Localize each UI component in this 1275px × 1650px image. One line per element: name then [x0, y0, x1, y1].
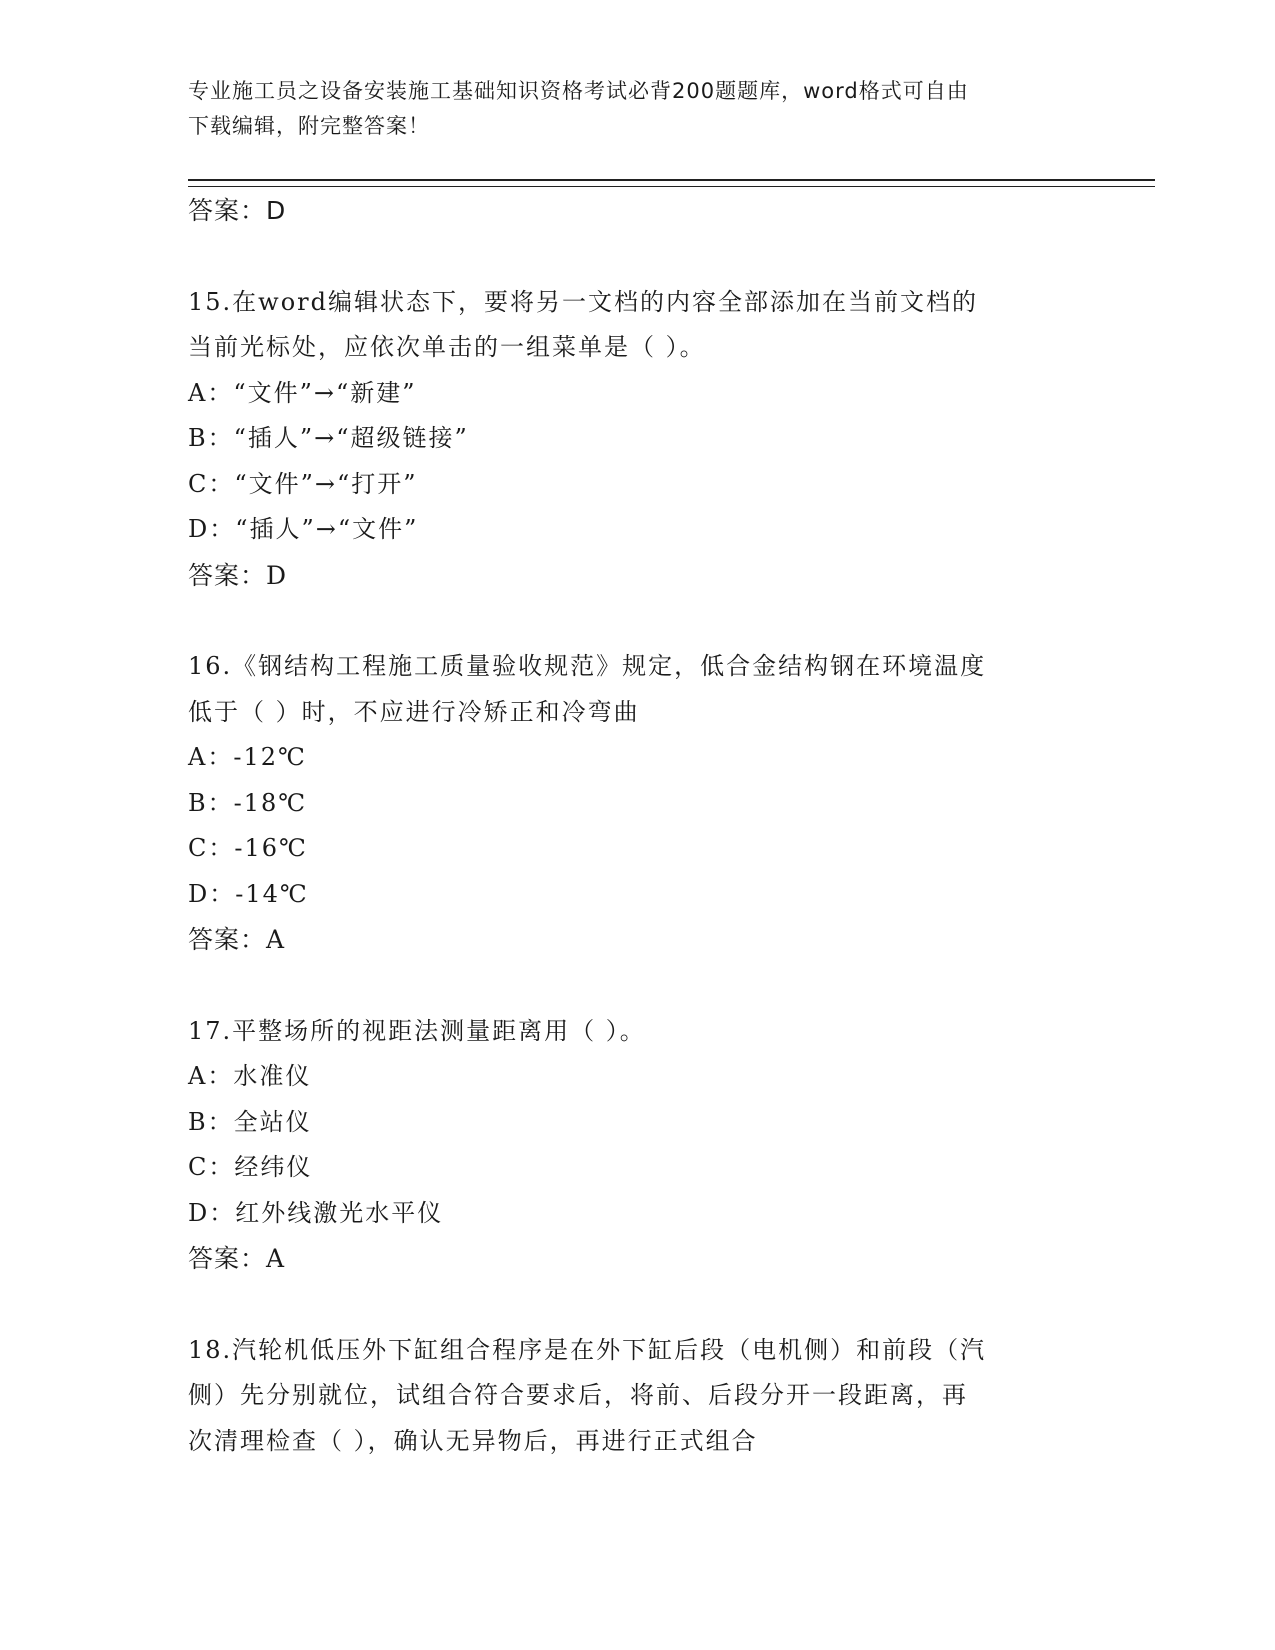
spacer [188, 234, 1088, 280]
header-divider [188, 179, 1155, 187]
option-c: C：经纬仪 [188, 1153, 313, 1181]
answer: 答案：A [188, 925, 286, 954]
question-18 [188, 1328, 1088, 1465]
page-header [188, 74, 1068, 144]
spacer [188, 963, 1088, 1009]
option-a: A：“文件”→“新建” [188, 378, 417, 407]
previous-answer: 答案：D [188, 196, 287, 225]
answer: 答案：D [188, 560, 288, 590]
option-a: A：-12℃ [188, 743, 307, 771]
header-line-1: 专业施工员之设备安装施工基础知识资格考试必背200题题库，word格式可自由 [188, 79, 969, 103]
question-17 [188, 1009, 1088, 1282]
question-text: 低于（ ）时，不应进行冷矫正和冷弯曲 [188, 697, 640, 726]
question-text: 15.在word编辑状态下，要将另一文档的内容全部添加在当前文档的 [188, 287, 978, 316]
header-line-2: 下载编辑，附完整答案！ [188, 114, 430, 138]
question-text: 17.平整场所的视距法测量距离用（ ）。 [188, 1016, 646, 1045]
question-text: 16.《钢结构工程施工质量验收规范》规定，低合金结构钢在环境温度 [188, 652, 987, 680]
spacer [188, 1282, 1088, 1328]
option-a: A：水准仪 [188, 1062, 312, 1090]
option-c: C：“文件”→“打开” [188, 469, 418, 498]
option-d: D：红外线激光水平仪 [188, 1198, 444, 1227]
answer: 答案：A [188, 1244, 286, 1273]
question-text: 次清理检查（ ），确认无异物后，再进行正式组合 [188, 1426, 758, 1455]
question-text: 侧）先分别就位，试组合符合要求后，将前、后段分开一段距离，再 [188, 1381, 968, 1409]
option-b: B：-18℃ [188, 788, 308, 817]
document-body [188, 188, 1088, 1464]
option-c: C：-16℃ [188, 834, 308, 862]
question-16 [188, 644, 1088, 963]
option-d: D：-14℃ [188, 879, 309, 908]
option-b: B：全站仪 [188, 1107, 312, 1136]
option-d: D：“插人”→“文件” [188, 515, 419, 543]
question-15 [188, 280, 1088, 599]
option-b: B：“插人”→“超级链接” [188, 424, 469, 452]
question-text: 当前光标处，应依次单击的一组菜单是（ ）。 [188, 333, 706, 361]
spacer [188, 598, 1088, 644]
question-text: 18.汽轮机低压外下缸组合程序是在外下缸后段（电机侧）和前段（汽 [188, 1335, 987, 1364]
